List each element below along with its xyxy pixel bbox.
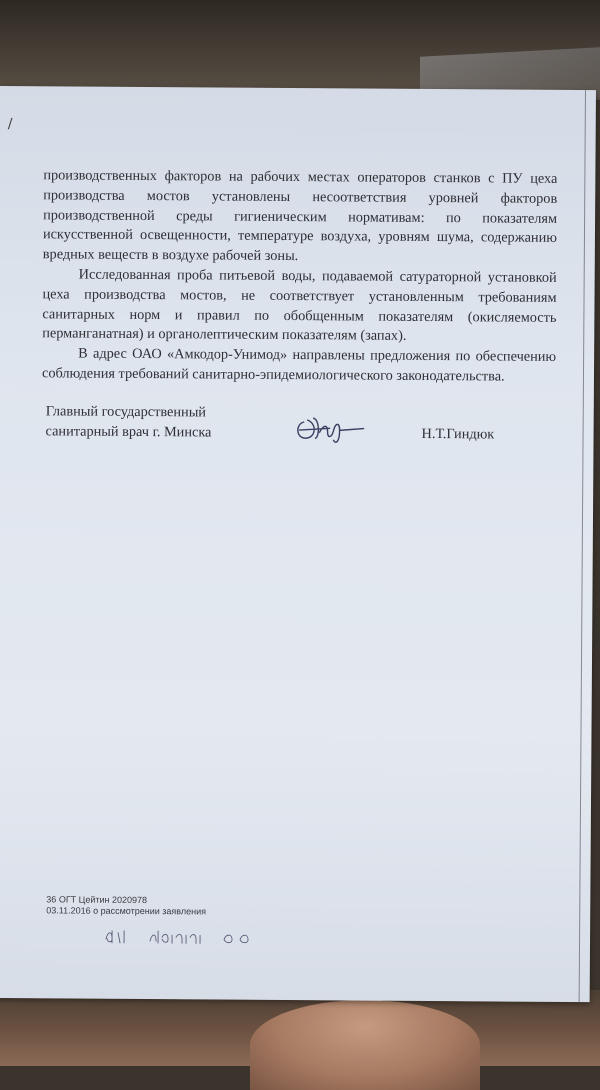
footer-line-executor: 36 ОГТ Цейтин 2020978 bbox=[46, 894, 148, 906]
paragraph-factors: производственных факторов на рабочих местах операторов станков с ПУ цеха производства мостов установлены несоответствия уровней факторов производственной среды гигиеническим нормативам: по показателям искусственной освещенности, температуре воздуха, уровням шума, содержанию вредных веществ в воздухе рабочей зоны. bbox=[42, 167, 558, 265]
document-body bbox=[42, 166, 558, 387]
signatory-name: Н.Т.Гиндюк bbox=[421, 425, 495, 443]
footer-note bbox=[46, 894, 206, 917]
background-knee bbox=[250, 1000, 480, 1090]
signature-block bbox=[45, 402, 565, 452]
handwritten-note bbox=[102, 925, 272, 948]
page-edge-line bbox=[579, 90, 586, 1002]
corner-mark: / bbox=[7, 116, 13, 133]
document-page bbox=[0, 86, 596, 1002]
footer-line-date: 03.11.2016 о рассмотрении заявления bbox=[46, 905, 207, 917]
signatory-title: Главный государственный санитарный врач г. Минска bbox=[45, 403, 212, 441]
paragraph-proposals: В адрес ОАО «Амкодор-Унимод» направлены предложения по обеспечению соблюдения требований санитарно-эпидемиологического законодательства. bbox=[41, 345, 557, 385]
signature-mark bbox=[289, 408, 369, 449]
paragraph-water-sample: Исследованная проба питьевой воды, подаваемой сатураторной установкой цеха производства мостов, не соответствует установленным требованиям санитарных норм и правил по обобщенным показателям (окисляемость перманганатная) и органолептическим показателям (запах). bbox=[42, 266, 557, 345]
